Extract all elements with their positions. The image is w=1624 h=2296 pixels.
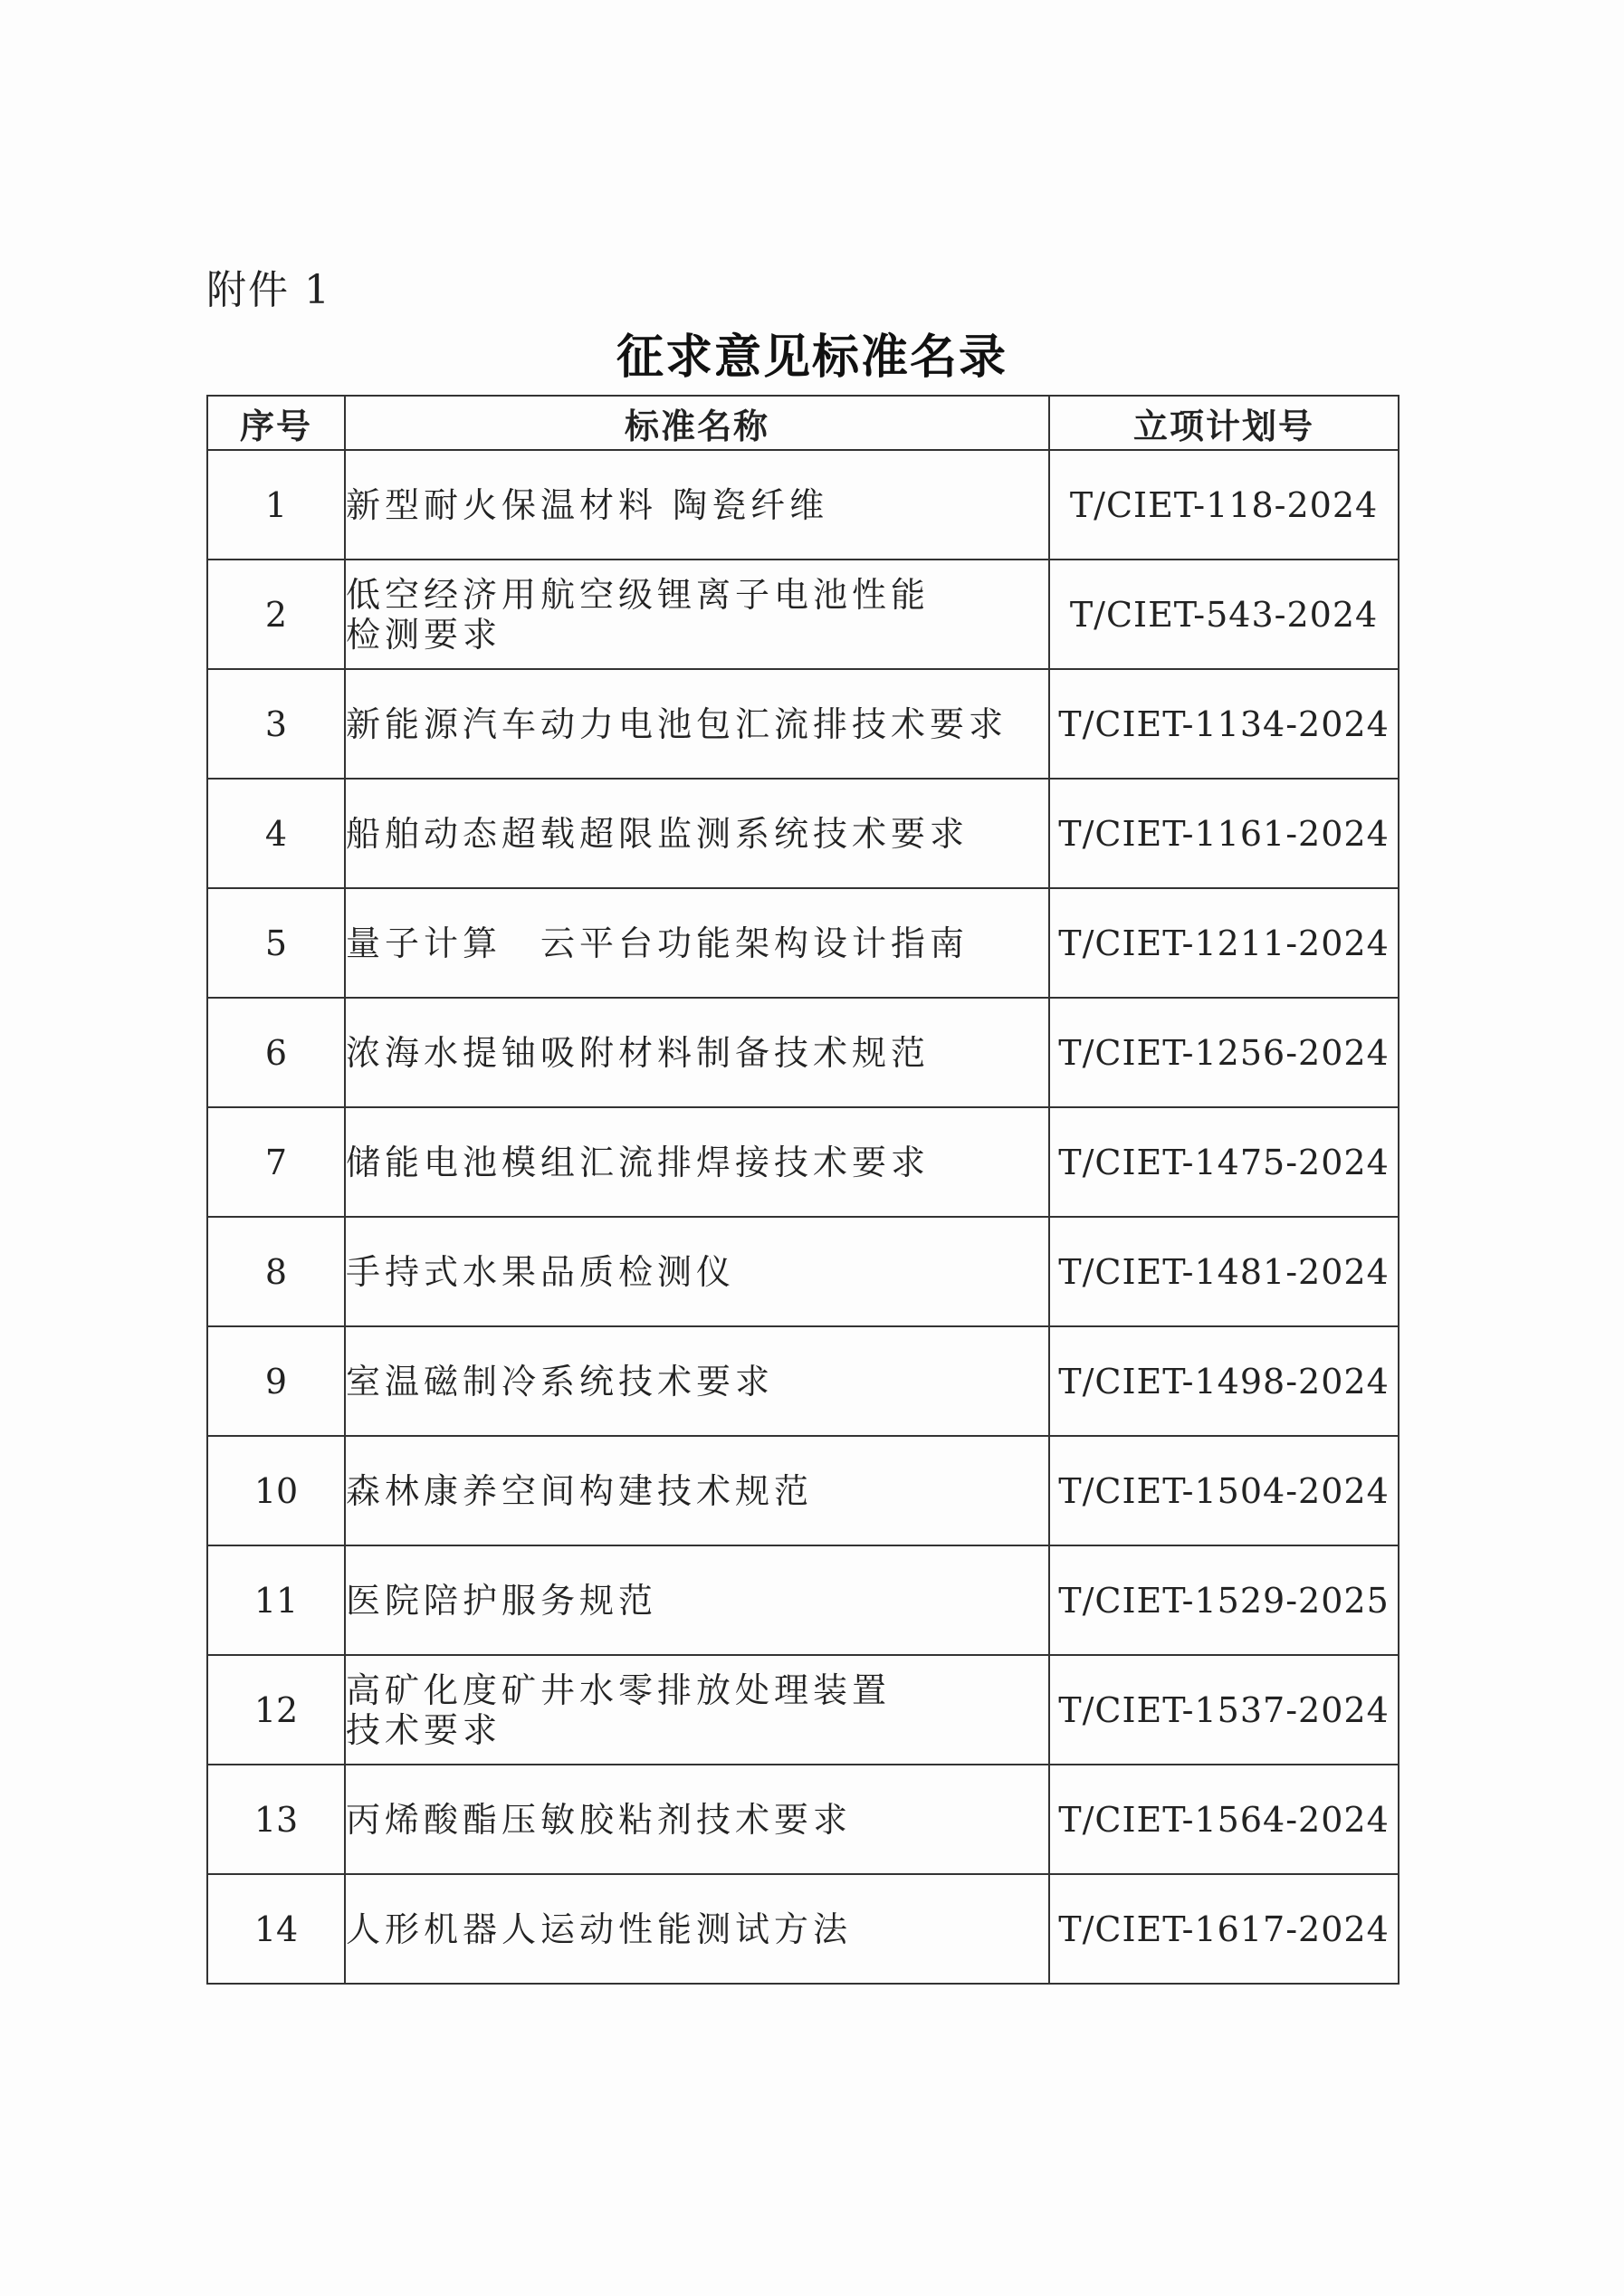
row-plan-number: T/CIET-1211-2024	[1049, 888, 1399, 998]
row-standard-name	[345, 560, 1049, 669]
standard-name-line: 新型耐火保温材料 陶瓷纤维	[346, 484, 829, 525]
table-row	[207, 1655, 1399, 1765]
header-standard-name: 标准名称	[345, 396, 1049, 450]
row-plan-number: T/CIET-1161-2024	[1049, 779, 1399, 888]
row-standard-name	[345, 450, 1049, 560]
table-row	[207, 560, 1399, 669]
table-row	[207, 1217, 1399, 1326]
row-plan-number: T/CIET-1498-2024	[1049, 1326, 1399, 1436]
standard-name-line: 森林康养空间构建技术规范	[346, 1470, 814, 1511]
row-serial-number: 1	[207, 450, 345, 560]
row-plan-number: T/CIET-118-2024	[1049, 450, 1399, 560]
row-standard-name	[345, 1326, 1049, 1436]
row-plan-number: T/CIET-1537-2024	[1049, 1655, 1399, 1765]
row-plan-number: T/CIET-543-2024	[1049, 560, 1399, 669]
row-serial-number: 12	[207, 1655, 345, 1765]
row-standard-name	[345, 669, 1049, 779]
row-standard-name	[345, 1217, 1049, 1326]
table-row	[207, 1874, 1399, 1984]
table-header-row	[207, 396, 1399, 450]
row-serial-number: 9	[207, 1326, 345, 1436]
standard-name-line: 室温磁制冷系统技术要求	[346, 1361, 775, 1402]
table-row	[207, 1545, 1399, 1655]
standard-name-line: 技术要求	[346, 1709, 502, 1750]
row-serial-number: 13	[207, 1765, 345, 1874]
table-row	[207, 450, 1399, 560]
row-serial-number: 3	[207, 669, 345, 779]
table-row	[207, 888, 1399, 998]
attachment-label: 附件 1	[206, 267, 331, 313]
row-plan-number: T/CIET-1617-2024	[1049, 1874, 1399, 1984]
standard-name-line: 检测要求	[346, 614, 502, 655]
table-row	[207, 998, 1399, 1107]
header-plan-number: 立项计划号	[1049, 396, 1399, 450]
standard-name-line: 医院陪护服务规范	[346, 1580, 658, 1621]
row-plan-number: T/CIET-1475-2024	[1049, 1107, 1399, 1217]
table-row	[207, 1326, 1399, 1436]
row-standard-name	[345, 888, 1049, 998]
row-standard-name	[345, 998, 1049, 1107]
standards-table	[206, 395, 1400, 1985]
standard-name-line: 高矿化度矿井水零排放处理装置	[346, 1669, 892, 1710]
document-title: 征求意见标准名录	[616, 330, 1008, 385]
row-serial-number: 7	[207, 1107, 345, 1217]
standard-name-line: 储能电池模组汇流排焊接技术要求	[346, 1142, 931, 1182]
table-row	[207, 1107, 1399, 1217]
row-serial-number: 4	[207, 779, 345, 888]
table-row	[207, 1765, 1399, 1874]
row-serial-number: 14	[207, 1874, 345, 1984]
table-row	[207, 1436, 1399, 1545]
row-standard-name	[345, 779, 1049, 888]
table-body	[207, 450, 1399, 1984]
row-standard-name	[345, 1107, 1049, 1217]
row-plan-number: T/CIET-1504-2024	[1049, 1436, 1399, 1545]
standard-name-line: 量子计算 云平台功能架构设计指南	[346, 923, 970, 963]
row-standard-name	[345, 1436, 1049, 1545]
row-serial-number: 11	[207, 1545, 345, 1655]
standard-name-line: 丙烯酸酯压敏胶粘剂技术要求	[346, 1799, 853, 1840]
row-plan-number: T/CIET-1256-2024	[1049, 998, 1399, 1107]
standard-name-line: 低空经济用航空级锂离子电池性能	[346, 574, 931, 615]
standard-name-line: 手持式水果品质检测仪	[346, 1251, 736, 1292]
standard-name-line: 船舶动态超载超限监测系统技术要求	[346, 813, 970, 854]
row-standard-name	[345, 1655, 1049, 1765]
row-standard-name	[345, 1874, 1049, 1984]
header-serial-number: 序号	[207, 396, 345, 450]
row-serial-number: 2	[207, 560, 345, 669]
row-plan-number: T/CIET-1134-2024	[1049, 669, 1399, 779]
table-row	[207, 669, 1399, 779]
row-serial-number: 8	[207, 1217, 345, 1326]
standard-name-line: 新能源汽车动力电池包汇流排技术要求	[346, 703, 1008, 744]
row-serial-number: 10	[207, 1436, 345, 1545]
table-row	[207, 779, 1399, 888]
standard-name-line: 人形机器人运动性能测试方法	[346, 1909, 853, 1949]
row-serial-number: 6	[207, 998, 345, 1107]
row-plan-number: T/CIET-1564-2024	[1049, 1765, 1399, 1874]
row-standard-name	[345, 1765, 1049, 1874]
row-standard-name	[345, 1545, 1049, 1655]
row-serial-number: 5	[207, 888, 345, 998]
row-plan-number: T/CIET-1529-2025	[1049, 1545, 1399, 1655]
standard-name-line: 浓海水提铀吸附材料制备技术规范	[346, 1032, 931, 1073]
row-plan-number: T/CIET-1481-2024	[1049, 1217, 1399, 1326]
